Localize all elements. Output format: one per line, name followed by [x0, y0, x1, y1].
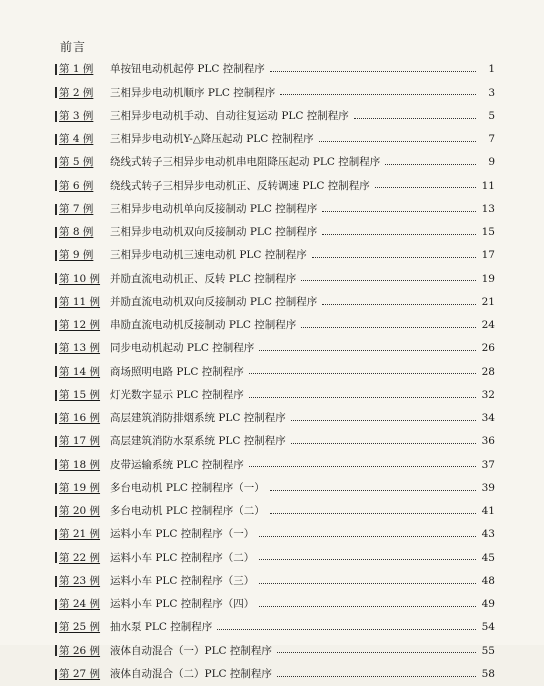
toc-entry[interactable]	[55, 593, 495, 616]
entry-page-number: 19	[481, 272, 495, 285]
entry-title: 商场照明电路 PLC 控制程序	[110, 365, 244, 378]
dot-leader	[270, 490, 476, 491]
entry-page-number: 49	[481, 598, 495, 611]
toc-entry[interactable]	[55, 314, 495, 337]
entry-title: 灯光数字显示 PLC 控制程序	[110, 388, 244, 401]
toc-list	[55, 58, 495, 686]
entry-title: 皮带运输系统 PLC 控制程序	[110, 458, 244, 471]
entry-title: 高层建筑消防水泵系统 PLC 控制程序	[110, 435, 286, 448]
entry-marker	[55, 64, 57, 75]
entry-label[interactable]: 第 24 例	[59, 598, 101, 611]
toc-entry[interactable]	[55, 291, 495, 314]
entry-marker	[55, 645, 57, 656]
entry-label[interactable]: 第 27 例	[59, 667, 101, 680]
dot-leader	[277, 652, 476, 653]
entry-title: 并励直流电动机正、反转 PLC 控制程序	[110, 272, 297, 285]
entry-title: 绕线式转子三相异步电动机正、反转调速 PLC 控制程序	[110, 179, 370, 192]
dot-leader	[301, 327, 476, 328]
entry-page-number: 15	[481, 226, 495, 239]
entry-marker	[55, 459, 57, 470]
toc-entry[interactable]	[55, 244, 495, 267]
toc-entry[interactable]	[55, 384, 495, 407]
entry-marker	[55, 622, 57, 633]
dot-leader	[259, 606, 476, 607]
entry-title: 串励直流电动机反接制动 PLC 控制程序	[110, 319, 297, 332]
entry-label[interactable]: 第 12 例	[59, 319, 101, 332]
entry-page-number: 17	[481, 249, 495, 262]
dot-leader	[354, 118, 476, 119]
entry-title: 运料小车 PLC 控制程序（三）	[110, 574, 255, 587]
entry-marker	[55, 343, 57, 354]
toc-entry[interactable]	[55, 128, 495, 151]
dot-leader	[385, 164, 476, 165]
entry-page-number: 37	[481, 458, 495, 471]
entry-page-number: 11	[481, 179, 495, 192]
entry-label[interactable]: 第 3 例	[59, 109, 94, 122]
entry-page-number: 34	[481, 412, 495, 425]
toc-entry[interactable]	[55, 430, 495, 453]
entry-page-number: 3	[488, 86, 495, 99]
entry-title: 同步电动机起动 PLC 控制程序	[110, 342, 255, 355]
entry-marker	[55, 87, 57, 98]
entry-marker	[55, 669, 57, 680]
entry-marker	[55, 576, 57, 587]
entry-page-number: 9	[488, 156, 495, 169]
entry-label[interactable]: 第 7 例	[59, 202, 94, 215]
entry-marker	[55, 273, 57, 284]
entry-marker	[55, 506, 57, 517]
dot-leader	[322, 211, 476, 212]
dot-leader	[217, 629, 476, 630]
entry-page-number: 32	[481, 388, 495, 401]
entry-label[interactable]: 第 4 例	[59, 133, 94, 146]
entry-marker	[55, 552, 57, 563]
entry-marker	[55, 529, 57, 540]
toc-entry[interactable]	[55, 663, 495, 686]
entry-marker	[55, 413, 57, 424]
entry-title: 多台电动机 PLC 控制程序（一）	[110, 481, 265, 494]
entry-page-number: 54	[481, 621, 495, 634]
entry-label[interactable]: 第 18 例	[59, 458, 101, 471]
preface-heading: 前言	[60, 40, 87, 54]
toc-entry[interactable]	[55, 616, 495, 639]
entry-title: 三相异步电动机Y-△降压起动 PLC 控制程序	[110, 133, 314, 146]
toc-entry[interactable]	[55, 58, 495, 81]
entry-label[interactable]: 第 6 例	[59, 179, 94, 192]
toc-entry[interactable]	[55, 477, 495, 500]
entry-marker	[55, 483, 57, 494]
entry-marker	[55, 204, 57, 215]
entry-marker	[55, 366, 57, 377]
dot-leader	[270, 71, 476, 72]
entry-page-number: 36	[481, 435, 495, 448]
entry-label[interactable]: 第 25 例	[59, 621, 101, 634]
toc-entry[interactable]	[55, 570, 495, 593]
toc-entry[interactable]	[55, 198, 495, 221]
toc-entry[interactable]	[55, 151, 495, 174]
entry-marker	[55, 436, 57, 447]
entry-title: 液体自动混合（一）PLC 控制程序	[110, 644, 272, 657]
entry-title: 三相异步电动机三速电动机 PLC 控制程序	[110, 249, 307, 262]
entry-marker	[55, 227, 57, 238]
toc-entry[interactable]	[55, 267, 495, 290]
entry-page-number: 39	[481, 481, 495, 494]
entry-label[interactable]: 第 17 例	[59, 435, 101, 448]
dot-leader	[312, 257, 476, 258]
entry-title: 三相异步电动机手动、自动往复运动 PLC 控制程序	[110, 109, 349, 122]
dot-leader	[270, 513, 476, 514]
entry-page-number: 48	[481, 574, 495, 587]
entry-title: 运料小车 PLC 控制程序（二）	[110, 551, 255, 564]
entry-title: 单按钮电动机起停 PLC 控制程序	[110, 63, 265, 76]
entry-label[interactable]: 第 9 例	[59, 249, 94, 262]
entry-label[interactable]: 第 16 例	[59, 412, 101, 425]
toc-entry[interactable]	[55, 639, 495, 662]
entry-label[interactable]: 第 1 例	[59, 63, 94, 76]
entry-label[interactable]: 第 8 例	[59, 226, 94, 239]
entry-label[interactable]: 第 13 例	[59, 342, 101, 355]
entry-marker	[55, 157, 57, 168]
toc-entry[interactable]	[55, 221, 495, 244]
entry-title: 绕线式转子三相异步电动机串电阻降压起动 PLC 控制程序	[110, 156, 381, 169]
entry-title: 三相异步电动机顺序 PLC 控制程序	[110, 86, 276, 99]
entry-marker	[55, 180, 57, 191]
entry-label[interactable]: 第 11 例	[59, 295, 101, 308]
toc-entry[interactable]	[55, 360, 495, 383]
toc-entry[interactable]	[55, 337, 495, 360]
entry-label[interactable]: 第 10 例	[59, 272, 101, 285]
toc-entry[interactable]	[55, 523, 495, 546]
dot-leader	[322, 234, 476, 235]
entry-page-number: 58	[481, 667, 495, 680]
entry-label[interactable]: 第 2 例	[59, 86, 94, 99]
toc-entry[interactable]	[55, 546, 495, 569]
entry-title: 运料小车 PLC 控制程序（一）	[110, 528, 255, 541]
entry-label[interactable]: 第 15 例	[59, 388, 101, 401]
dot-leader	[259, 559, 476, 560]
dot-leader	[249, 466, 476, 467]
entry-label[interactable]: 第 19 例	[59, 481, 101, 494]
entry-marker	[55, 134, 57, 145]
dot-leader	[249, 373, 476, 374]
entry-page-number: 26	[481, 342, 495, 355]
dot-leader	[319, 141, 476, 142]
toc-entry[interactable]	[55, 407, 495, 430]
entry-title: 并励直流电动机双向反接制动 PLC 控制程序	[110, 295, 318, 308]
entry-marker	[55, 111, 57, 122]
dot-leader	[280, 94, 476, 95]
entry-title: 抽水泵 PLC 控制程序	[110, 621, 213, 634]
entry-marker	[55, 250, 57, 261]
toc-entry[interactable]	[55, 81, 495, 104]
entry-page-number: 41	[481, 505, 495, 518]
entry-label[interactable]: 第 23 例	[59, 574, 101, 587]
entry-marker	[55, 320, 57, 331]
dot-leader	[259, 583, 476, 584]
dot-leader	[301, 280, 476, 281]
entry-title: 运料小车 PLC 控制程序（四）	[110, 598, 255, 611]
entry-label[interactable]: 第 20 例	[59, 505, 101, 518]
entry-page-number: 21	[481, 295, 495, 308]
dot-leader	[259, 350, 476, 351]
entry-title: 三相异步电动机双向反接制动 PLC 控制程序	[110, 226, 318, 239]
entry-label[interactable]: 第 5 例	[59, 156, 94, 169]
dot-leader	[291, 443, 476, 444]
toc-entry[interactable]	[55, 500, 495, 523]
entry-page-number: 24	[481, 319, 495, 332]
entry-label[interactable]: 第 14 例	[59, 365, 101, 378]
dot-leader	[291, 420, 476, 421]
entry-label[interactable]: 第 21 例	[59, 528, 101, 541]
dot-leader	[249, 397, 476, 398]
entry-title: 多台电动机 PLC 控制程序（二）	[110, 505, 265, 518]
entry-title: 高层建筑消防排烟系统 PLC 控制程序	[110, 412, 286, 425]
entry-title: 三相异步电动机单向反接制动 PLC 控制程序	[110, 202, 318, 215]
entry-page-number: 43	[481, 528, 495, 541]
entry-label[interactable]: 第 26 例	[59, 644, 101, 657]
dot-leader	[375, 187, 476, 188]
entry-page-number: 45	[481, 551, 495, 564]
entry-page-number: 5	[488, 109, 495, 122]
toc-entry[interactable]	[55, 174, 495, 197]
toc-entry[interactable]	[55, 453, 495, 476]
entry-page-number: 55	[481, 644, 495, 657]
entry-label[interactable]: 第 22 例	[59, 551, 101, 564]
entry-page-number: 7	[488, 133, 495, 146]
entry-title: 液体自动混合（二）PLC 控制程序	[110, 667, 272, 680]
dot-leader	[322, 304, 476, 305]
toc-entry[interactable]	[55, 105, 495, 128]
dot-leader	[277, 676, 476, 677]
entry-page-number: 13	[481, 202, 495, 215]
entry-page-number: 1	[488, 63, 495, 76]
entry-marker	[55, 390, 57, 401]
dot-leader	[259, 536, 476, 537]
entry-page-number: 28	[481, 365, 495, 378]
entry-marker	[55, 297, 57, 308]
entry-marker	[55, 599, 57, 610]
